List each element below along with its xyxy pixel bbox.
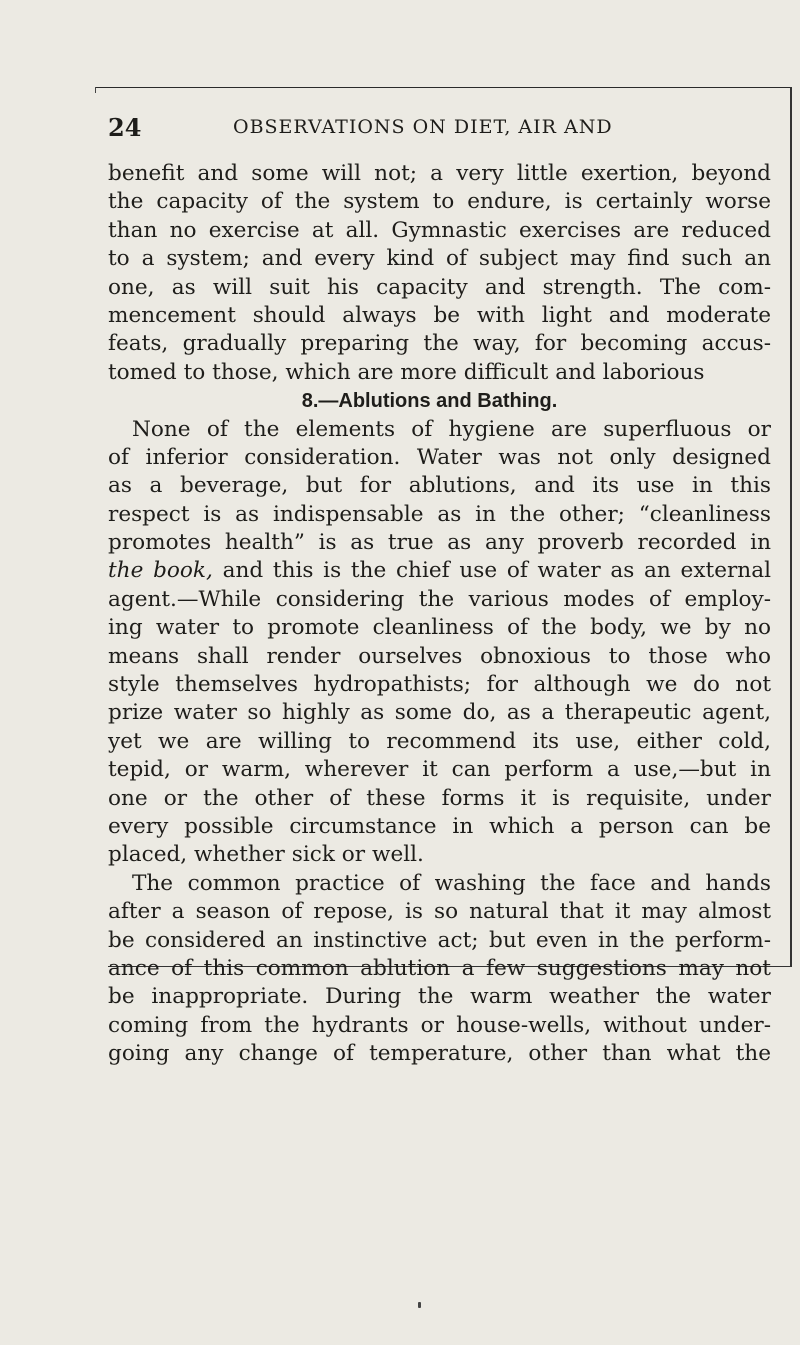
text-line: than no exercise at all. Gymnastic exercises are reduced xyxy=(108,217,771,243)
frame-right-rule xyxy=(790,87,792,967)
section-heading: 8.—Ablutions and Bathing. xyxy=(301,390,558,413)
text-line: placed, whether sick or well. xyxy=(108,842,424,868)
text-line: every possible circumstance in which a person can be xyxy=(108,813,771,839)
text-line: be inappropriate. During the warm weather the water xyxy=(108,984,771,1010)
text-line: None of the elements of hygiene are superfluous or xyxy=(132,416,771,442)
text-line: ance of this common ablution a few suggestions may not xyxy=(108,955,771,981)
text-line: style themselves hydropathists; for although we do not xyxy=(108,672,771,698)
text-line: prize water so highly as some do, as a therapeutic agent, xyxy=(108,700,771,726)
text-line: mencement should always be with light and moderate xyxy=(108,302,771,328)
text-line: to a system; and every kind of subject may find such an xyxy=(108,246,771,272)
text-line: coming from the hydrants or house-wells, without under- xyxy=(108,1012,771,1038)
page-number: 24 xyxy=(108,113,142,142)
frame-top-rule xyxy=(95,87,790,88)
text-line: going any change of temperature, other than what the xyxy=(108,1041,771,1067)
text-line: yet we are willing to recommend its use, either cold, xyxy=(108,728,771,754)
line-remainder: and this is the chief use of water as an external xyxy=(212,558,771,584)
text-line-with-italic xyxy=(108,557,771,585)
text-line: feats, gradually preparing the way, for becoming accus- xyxy=(108,331,771,357)
text-line: respect is as indispensable as in the other; “cleanliness xyxy=(108,501,771,527)
body-text xyxy=(108,160,771,1069)
text-line: after a season of repose, is so natural that it may almost xyxy=(108,899,771,925)
text-line: The common practice of washing the face and hands xyxy=(132,870,771,896)
text-line: means shall render ourselves obnoxious to those who xyxy=(108,643,771,669)
text-line: agent.—While considering the various modes of employ- xyxy=(108,586,771,612)
text-line: one or the other of these forms it is requisite, under xyxy=(108,785,771,811)
text-line: benefit and some will not; a very little exertion, beyond xyxy=(108,161,771,186)
frame-corner-mark xyxy=(95,87,96,93)
page-header xyxy=(108,113,768,142)
running-title: OBSERVATIONS ON DIET, AIR AND xyxy=(233,116,613,138)
text-line: tomed to those, which are more difficult and laborious xyxy=(108,359,705,385)
text-line: tepid, or warm, wherever it can perform a use,—but in xyxy=(108,757,771,783)
text-line: promotes health” is as true as any proverb recorded in xyxy=(108,530,771,556)
text-line: one, as will suit his capacity and strength. The com- xyxy=(108,274,771,300)
italic-phrase: the book, xyxy=(108,558,213,584)
text-line: as a beverage, but for ablutions, and its use in this xyxy=(108,473,771,499)
text-line: the capacity of the system to endure, is certainly worse xyxy=(108,189,771,215)
text-line: ing water to promote cleanliness of the body, we by no xyxy=(108,615,771,641)
text-line: be considered an instinctive act; but even in the perform- xyxy=(108,927,771,953)
ink-speck xyxy=(418,1302,421,1308)
text-line: of inferior consideration. Water was not only designed xyxy=(108,444,771,470)
